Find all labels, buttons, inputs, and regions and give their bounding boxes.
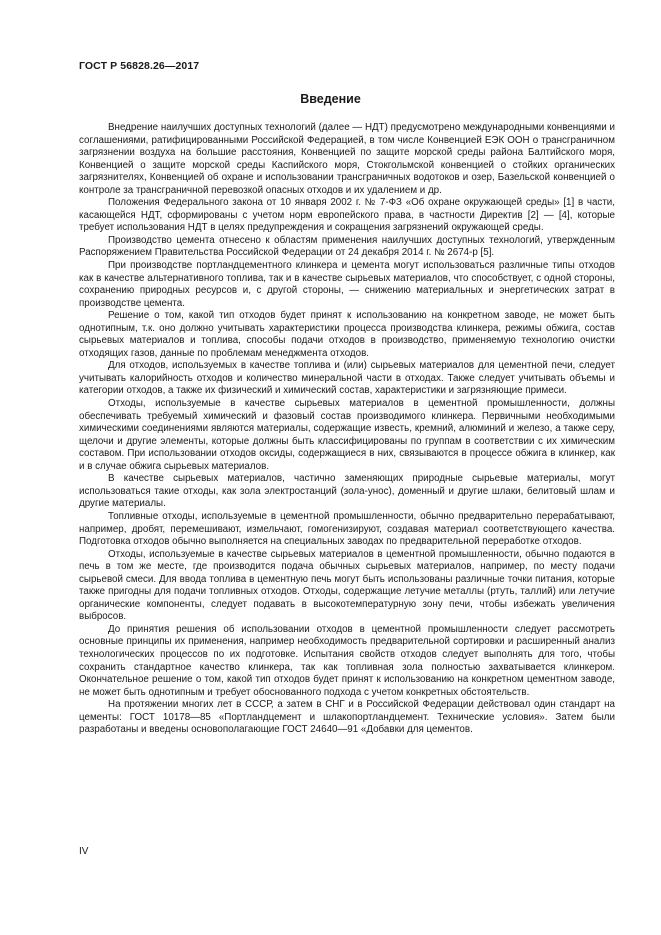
paragraph: До принятия решения об использовании отходов в цементной промышленности следует рассмотреть основные принципы их применения, например необходимость предварительной сортировки и расширенный анализ технологических процессов по их подготовке. Испытания свойств отходов следует выполнять для того, чтобы сохранить стандартное качество клинкера, так как топливная зола полностью захватывается клинкером. Окончательное решение о том, какой тип отходов будет принят к использованию на конкретном цементном заводе, не может быть однотипным и требует обоснованного подхода с учетом конкретных обстоятельств. bbox=[79, 623, 615, 698]
paragraph: В качестве сырьевых материалов, частично заменяющих природные сырьевые материалы, могут использоваться такие отходы, как зола электростанций (зола-унос), доменный и другие шлаки, белитовый шлам и другие материалы. bbox=[79, 473, 615, 510]
paragraph: Топливные отходы, используемые в цементной промышленности, обычно предварительно перерабатывают, например, дробят, перемешивают, измельчают, гомогенизируют, создавая материал соответствующего качества. Подготовка отходов обычно выполняется на специальных заводах по предварительной переработке отходов. bbox=[79, 510, 615, 548]
document-header: ГОСТ Р 56828.26—2017 bbox=[79, 60, 200, 72]
paragraph: Внедрение наилучших доступных технологий (далее — НДТ) предусмотрено международными конвенциями и соглашениями, ратифицированными Российской Федерацией, в том числе Конвенцией ЕЭК ООН о трансграничном загрязнении воздуха на большие расстояния, Конвенцией по защите морской среды района Балтийского моря, Конвенцией о защите морской среды Каспийского моря, Стокгольмской конвенцией о стойких органических загрязнителях, Конвенцией об охране и использовании трансграничных водотоков и озер, Базельской конвенцией о контроле за трансграничной перевозкой опасных отходов и их удалением и др. bbox=[79, 122, 615, 196]
body-text bbox=[79, 122, 615, 737]
paragraph: При производстве портландцементного клинкера и цемента могут использоваться различные типы отходов как в качестве альтернативного топлива, так и в качестве сырьевых материалов, что способствует, с одной стороны, сохранению природных ресурсов и, с другой стороны, — снижению материальных и энергетических затрат в производстве цемента. bbox=[79, 260, 615, 309]
section-title: Введение bbox=[300, 92, 361, 106]
paragraph: Для отходов, используемых в качестве топлива и (или) сырьевых материалов для цементной печи, следует учитывать калорийность отходов и количество минеральной части в отходах. Также следует учитывать объемы и категории отходов, а также их физический и химический состав, характеристики и загрязняющие примеси. bbox=[79, 360, 615, 397]
paragraph: На протяжении многих лет в СССР, а затем в СНГ и в Российской Федерации действовал один стандарт на цементы: ГОСТ 10178—85 «Портландцемент и шлакопортландцемент. Технические условия». Затем были разработаны и введены основополагающие ГОСТ 24640—91 «Добавки для цементов. bbox=[79, 699, 615, 736]
paragraph: Производство цемента отнесено к областям применения наилучших доступных технологий, утвержденным Распоряжением Правительства Российской Федерации от 24 декабря 2014 г. № 2674-р [5]. bbox=[79, 234, 615, 259]
paragraph: Положения Федерального закона от 10 января 2002 г. № 7-ФЗ «Об охране окружающей среды» [1] в части, касающейся НДТ, сформированы с учетом норм европейского права, в частности Директив [2] — [4], которые требует использования НДТ в целях предупреждения и сокращения загрязнений окружающей среды. bbox=[79, 197, 615, 234]
paragraph: Отходы, используемые в качестве сырьевых материалов в цементной промышленности, обычно подаются в печь в том же месте, где производится подача обычных сырьевых материалов, например, по месту подачи сырьевой смеси. Для ввода топлива в цементную печь могут быть использованы различные точки питания, которые также пригодны для подачи топливных отходов. Отходы, содержащие летучие металлы (ртуть, таллий) или летучие органические компоненты, следует подавать в высокотемпературную зону печи, чтобы избежать увеличения выбросов. bbox=[79, 548, 615, 623]
paragraph: Отходы, используемые в качестве сырьевых материалов в цементной промышленности, должны обеспечивать требуемый химический и фазовый состав производимого клинкера. Первичными необходимыми химическими соединениями являются материалы, содержащие известь, кремний, алюминий и железо, а также серу, щелочи и другие элементы, которые должны быть классифицированы по группам в соответствии с их химическим составом. При использовании отходов оксиды, содержащиеся в них, связываются в процессе обжига в клинкер, как и в случае обжига сырьевых материалов. bbox=[79, 398, 615, 472]
paragraph: Решение о том, какой тип отходов будет принят к использованию на конкретном заводе, не может быть однотипным, т.к. оно должно учитывать характеристики процесса производства клинкера, режимы обжига, состав сырьевых материалов и топлива, способы подачи отходов в производство, применяемую технологию очистки отходящих газов, данные по проблемам менеджмента отходов. bbox=[79, 310, 615, 359]
page-number: IV bbox=[79, 846, 89, 857]
